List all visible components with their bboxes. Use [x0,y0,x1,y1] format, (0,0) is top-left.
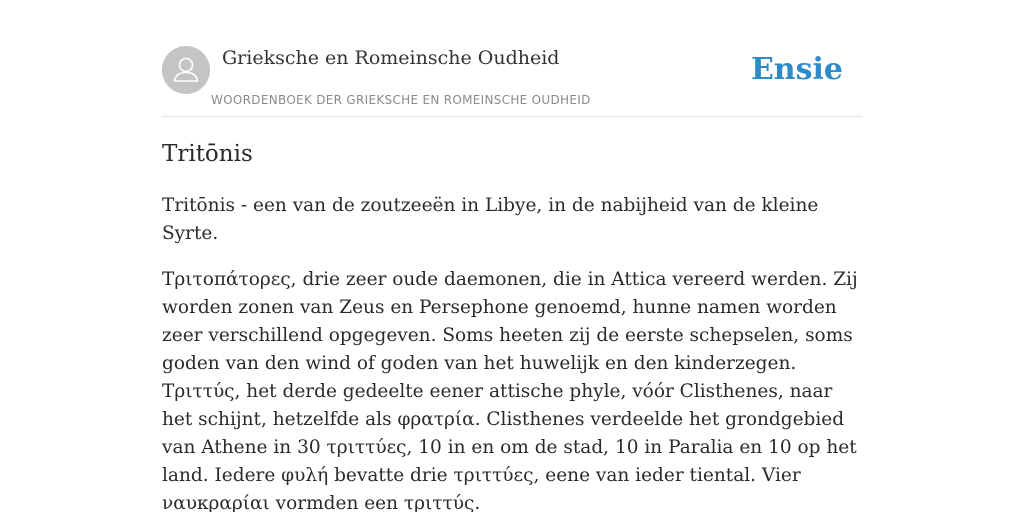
entry-paragraph: Τριτοπάτορες, drie zeer oude daemonen, die in Attica vereerd werden. Zij worden zonen van Zeus en Persephone genoemd, hunne namen worden zeer verschillend opgegeven. Soms heeten zij de eerste schepselen, soms goden van den wind of goden van het huwelijk en den kinderzegen. [162,269,858,374]
entry-paragraph: Τριττύς, het derde gedeelte eener attische phyle, vóór Clisthenes, naar het schijnt, hetzelfde als φρατρία. Clisthenes verdeelde het grondgebied van Athene in 30 τριττύες, 10 in en om de stad, 10 in Paralia en 10 op het land. Iedere φυλή bevatte drie τριττύες, eene van ieder tiental. Vier ναυκραρίαι vormden een τριττύς. [162,381,857,512]
source-title[interactable]: Grieksche en Romeinsche Oudheid [222,47,560,69]
entry-definition: Tritōnis - een van de zoutzeeën in Libye, in de nabijheid van de kleine Syrte. [162,195,819,244]
entry-title: Tritōnis [162,141,253,167]
brand-logo[interactable]: Ensie [750,52,843,87]
source-subtitle: WOORDENBOEK DER GRIEKSCHE EN ROMEINSCHE OUDHEID [211,93,591,107]
user-icon [162,46,210,94]
avatar[interactable] [162,46,210,94]
source-header [162,46,862,117]
entry-body [162,192,862,512]
